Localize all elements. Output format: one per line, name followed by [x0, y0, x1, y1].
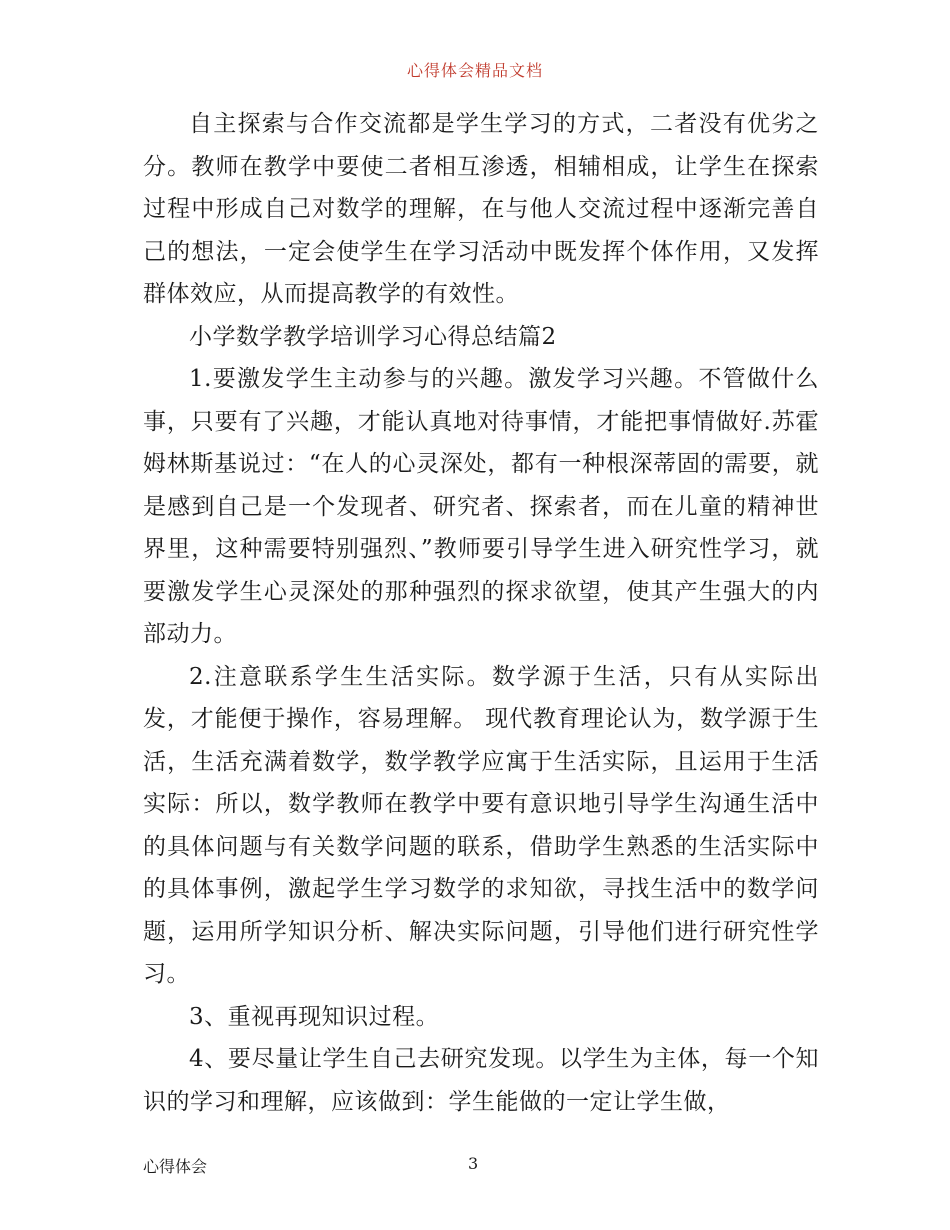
- section-heading: 小学数学教学培训学习心得总结篇2: [189, 323, 557, 350]
- document-body: [143, 103, 819, 1123]
- paragraph-1: 自主探索与合作交流都是学生学习的方式，二者没有优劣之分。教师在教学中要使二者相互渗透，相辅相成，让学生在探索过程中形成自己对数学的理解，在与他人交流过程中逐渐完善自己的想法，一定会使学生在学习活动中既发挥个体作用，又发挥群体效应，从而提高教学的有效性。: [143, 111, 819, 307]
- page-number: 3: [468, 1154, 479, 1173]
- footer-label: 心得体会: [143, 1157, 208, 1176]
- page-header-title: 心得体会精品文档: [406, 61, 543, 80]
- paragraph-5: 4、要尽量让学生自己去研究发现。以学生为主体，每一个知识的学习和理解，应该做到：学生能做的一定让学生做，: [143, 1046, 819, 1115]
- paragraph-2: 1.要激发学生主动参与的兴趣。激发学习兴趣。不管做什么事，只要有了兴趣，才能认真地对待事情，才能把事情做好.苏霍姆林斯基说过：“在人的心灵深处，都有一种根深蒂固的需要，就是感到自己是一个发现者、研究者、探索者，而在儿童的精神世界里，这种需要特别强烈、”教师要引导学生进入研究性学习，就要激发学生心灵深处的那种强烈的探求欲望，使其产生强大的内部动力。: [143, 366, 819, 647]
- paragraph-4: 3、重视再现知识过程。: [189, 1003, 440, 1030]
- paragraph-3: 2.注意联系学生生活实际。数学源于生活，只有从实际出发，才能便于操作，容易理解。 现代教育理论认为，数学源于生活，生活充满着数学，数学教学应寓于生活实际，且运用于生活实际：所以，数学教师在教学中要有意识地引导学生沟通生活中的具体问题与有关数学问题的联系，借助学生熟悉的生活实际中的具体事例，激起学生学习数学的求知欲，寻找生活中的数学问题，运用所学知识分析、解决实际问题，引导他们进行研究性学习。: [143, 663, 819, 987]
